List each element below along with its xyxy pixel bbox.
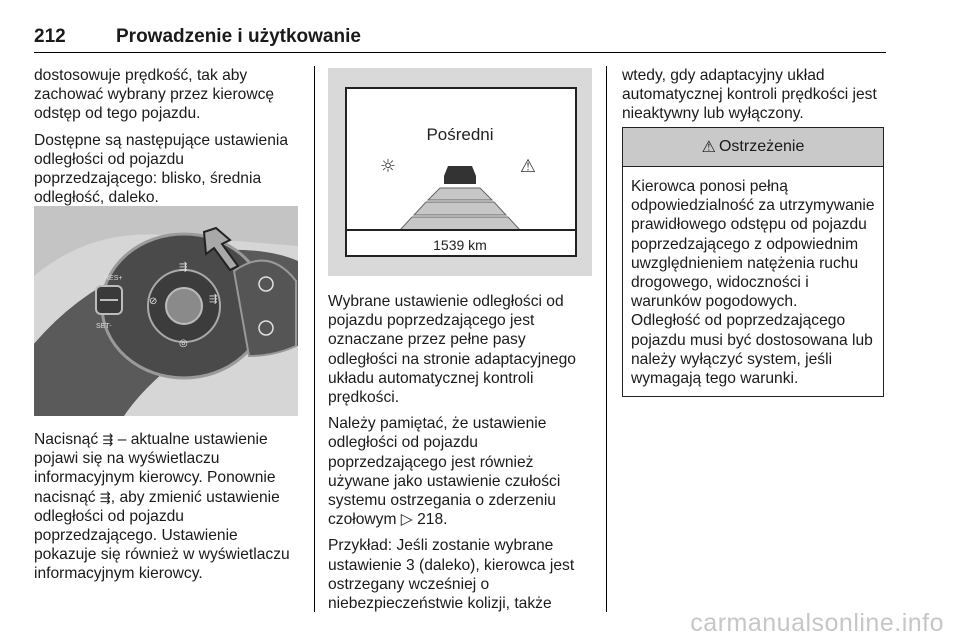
warning-title: Ostrzeżenie [718,138,805,155]
collision-alert-icon: ⚠ [519,156,537,177]
cluster-display-figure [328,68,592,276]
svg-text:⊘: ⊘ [149,296,158,307]
column-divider-1 [314,66,315,612]
odometer-reading: 1539 km [433,237,487,253]
page-reference-icon: ▷ [400,511,418,529]
res-label: RES+ [104,275,123,282]
warning-text: Odległość od poprzedzającego pojazdu musi być dostosowana lub należy wyłączyć system, jeśli wymagają tego warunki. [631,312,873,388]
svg-text:⇶: ⇶ [209,294,218,305]
watermark: carmanualsonline.info [690,609,944,637]
distance-button-icon: ⇶ [99,489,111,505]
paragraph: Dostępne są następujące ustawienia odległości od pojazdu poprzedzającego: blisko, średnia odległość, daleko. [34,131,288,207]
paragraph: Przykład: Jeśli zostanie wybrane ustawienie 3 (daleko), kierowca jest ostrzegany wcześniej o niebezpieczeństwie kolizji, także [328,537,575,613]
warning-icon: ⚠ [701,139,716,156]
svg-text:◎: ◎ [179,338,188,349]
steering-wheel-figure [34,206,298,416]
column-divider-2 [606,66,607,612]
distance-button-icon: ⇶ [102,432,114,447]
headlight-assist-icon: ☼ [379,156,397,177]
page-header [34,26,361,48]
column-1 [34,66,302,214]
set-label: SET- [96,323,112,330]
column-2 [328,292,592,620]
page-reference[interactable]: 218. [417,511,448,529]
paragraph: dostosowuje prędkość, tak aby zachować wybrany przez kierowcę odstęp od tego pojazdu. [34,67,275,123]
chapter-title: Prowadzenie i użytkowanie [116,26,361,47]
paragraph: Nacisnąć ⇶ – aktualne ustawienie pojawi się na wyświetlaczu informacyjnym kierowcy. Ponownie nacisnąć ⇶, aby zmienić ustawienie odległości od pojazdu poprzedzającego. Ustawienie pokazuje się również w wyświetlaczu informacyjnym kierowcy. [34,431,290,583]
page-number: 212 [34,26,66,47]
column-3 [622,66,888,131]
vehicle-icon [444,166,476,184]
warning-box [622,127,884,397]
column-1-lower [34,430,304,591]
warning-header [623,128,883,167]
display-title: Pośredni [426,125,494,144]
header-rule [34,52,886,53]
paragraph: Należy pamiętać, że ustawienie odległości od pojazdu poprzedzającego jest również używane jako ustawienie czułości systemu ostrzegania o zderzeniu czołowym ▷ 218. [328,415,561,529]
paragraph: wtedy, gdy adaptacyjny układ automatycznej kontroli prędkości jest nieaktywny lub wyłączony. [622,67,877,123]
warning-body [623,167,883,388]
warning-text: Kierowca ponosi pełną odpowiedzialność za utrzymywanie prawidłowego odstępu od pojazdu poprzedzającego z odpowiednim uwzględnieniem natężenia ruchu drogowego, widoczności i warunków pogodowych. [631,178,875,311]
steering-wheel-controls-illustration [34,206,298,416]
paragraph: Wybrane ustawienie odległości od pojazdu poprzedzającego jest oznaczane przez pełne pasy odległości na stronie adaptacyjnego układu automatycznej kontroli prędkości. [328,293,576,407]
svg-text:⇶: ⇶ [179,262,188,273]
distance-setting-display [328,68,592,276]
